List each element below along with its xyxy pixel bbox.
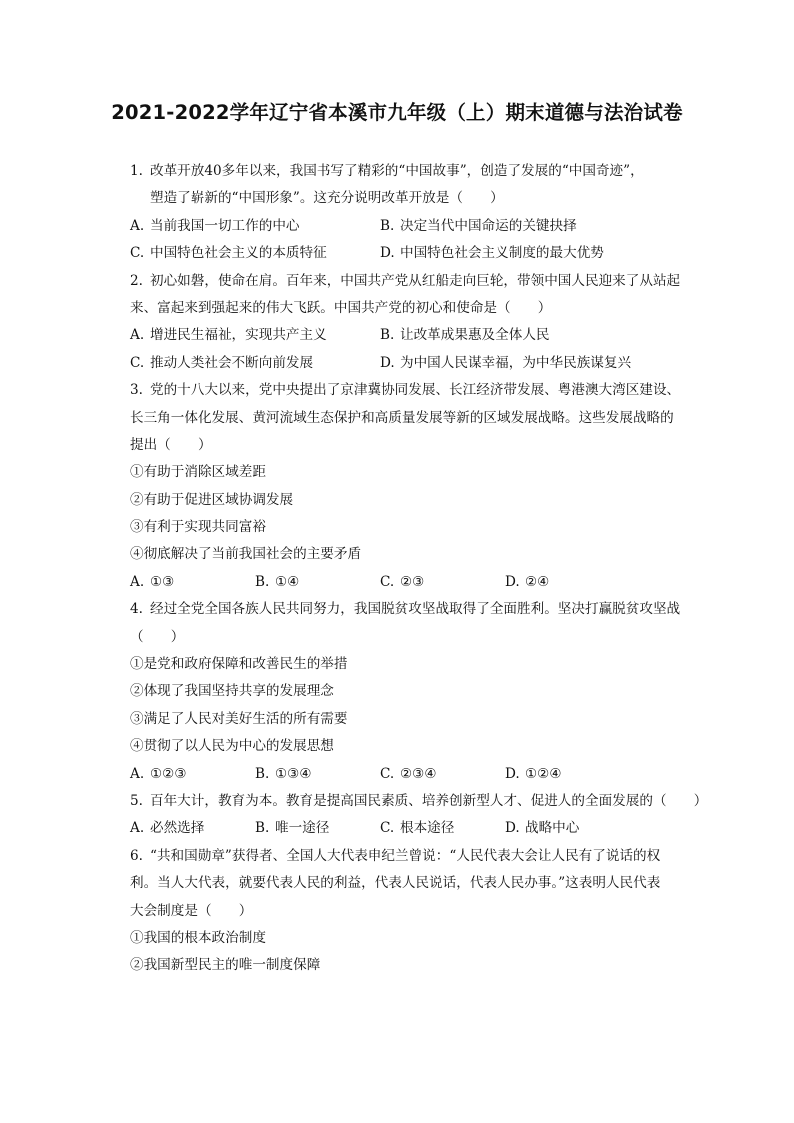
question-stem-line: 百年大计，教育为本。教育是提高国民素质、培养创新型人才、促进人的全面发展的（ ）: [150, 792, 708, 809]
option-b[interactable]: B. ①④: [255, 573, 300, 590]
question-2: [130, 268, 710, 378]
question-stem-line: 改革开放40多年以来，我国书写了精彩的“中国故事”，创造了发展的“中国奇迹”，: [150, 163, 644, 179]
question-number: 5.: [130, 792, 143, 809]
statement-item: ①我国的根本政治制度: [130, 929, 266, 946]
question-stem-line: 塑造了崭新的“中国形象”。这充分说明改革开放是（ ）: [150, 190, 504, 207]
option-c[interactable]: C. 根本途径: [380, 820, 455, 837]
statement-item: ②有助于促进区域协调发展: [130, 491, 294, 508]
option-a[interactable]: A. 当前我国一切工作的中心: [130, 217, 300, 234]
question-stem-line: 提出（ ）: [130, 436, 212, 453]
option-c[interactable]: C. 中国特色社会主义的本质特征: [130, 245, 327, 262]
option-c[interactable]: C. ②③: [380, 573, 425, 590]
option-c[interactable]: C. 推动人类社会不断向前发展: [130, 354, 314, 371]
statement-item: ④贯彻了以人民为中心的发展思想: [130, 738, 334, 755]
question-stem-line: 大会制度是（ ）: [130, 902, 253, 919]
question-stem-line: 来、富起来到强起来的伟大飞跃。中国共产党的初心和使命是（ ）: [130, 299, 552, 316]
option-b[interactable]: B. 唯一途径: [255, 820, 330, 837]
question-stem-line: 利。当人大代表，就要代表人民的利益，代表人民说话，代表人民办事。”这表明人民代表: [130, 875, 661, 892]
option-b[interactable]: B. ①③④: [255, 765, 312, 782]
question-stem-line: 经过全党全国各族人民共同努力，我国脱贫攻坚战取得了全面胜利。坚决打赢脱贫攻坚战: [150, 601, 681, 618]
exam-title: 2021-2022学年辽宁省本溪市九年级（上）期末道德与法治试卷: [111, 101, 683, 124]
question-number: 2.: [130, 272, 143, 289]
question-1: [130, 158, 710, 268]
question-stem-line: 长三角一体化发展、黄河流域生态保护和高质量发展等新的区域发展战略。这些发展战略的: [130, 409, 674, 426]
option-d[interactable]: D. ①②④: [505, 765, 562, 782]
statement-item: ①有助于消除区域差距: [130, 464, 266, 481]
option-a[interactable]: A. 增进民生福祉，实现共产主义: [130, 327, 327, 344]
question-stem-line: （ ）: [130, 628, 185, 645]
question-number: 3.: [130, 382, 143, 399]
question-stem-line: “共和国勋章”获得者、全国人大代表申纪兰曾说：“人民代表大会让人民有了说话的权: [150, 847, 661, 864]
option-a[interactable]: A. ①②③: [130, 765, 187, 782]
option-b[interactable]: B. 让改革成果惠及全体人民: [380, 327, 550, 344]
question-number: 1.: [130, 163, 143, 179]
statement-item: ③满足了人民对美好生活的所有需要: [130, 710, 348, 727]
question-6: [130, 843, 710, 980]
option-c[interactable]: C. ②③④: [380, 765, 437, 782]
question-list: [130, 158, 710, 980]
question-stem-line: 党的十八大以来，党中央提出了京津冀协同发展、长江经济带发展、粤港澳大湾区建设、: [150, 382, 681, 399]
option-d[interactable]: D. ②④: [505, 573, 550, 590]
question-3: [130, 377, 710, 596]
statement-item: ②体现了我国坚持共享的发展理念: [130, 683, 334, 700]
statement-item: ②我国新型民主的唯一制度保障: [130, 957, 321, 974]
statement-item: ①是党和政府保障和改善民生的举措: [130, 656, 348, 673]
question-5: [130, 788, 710, 843]
option-a[interactable]: A. ①③: [130, 573, 175, 590]
option-b[interactable]: B. 决定当代中国命运的关键抉择: [380, 217, 577, 234]
question-number: 6.: [130, 847, 143, 864]
question-number: 4.: [130, 601, 143, 618]
option-a[interactable]: A. 必然选择: [130, 820, 205, 837]
option-d[interactable]: D. 中国特色社会主义制度的最大优势: [380, 245, 604, 262]
option-d[interactable]: D. 为中国人民谋幸福，为中华民族谋复兴: [380, 354, 632, 371]
statement-item: ④彻底解决了当前我国社会的主要矛盾: [130, 546, 362, 563]
question-stem-line: 初心如磐，使命在肩。百年来，中国共产党从红船走向巨轮，带领中国人民迎来了从站起: [150, 272, 681, 289]
statement-item: ③有利于实现共同富裕: [130, 519, 266, 536]
option-d[interactable]: D. 战略中心: [505, 820, 580, 837]
question-4: [130, 596, 710, 788]
